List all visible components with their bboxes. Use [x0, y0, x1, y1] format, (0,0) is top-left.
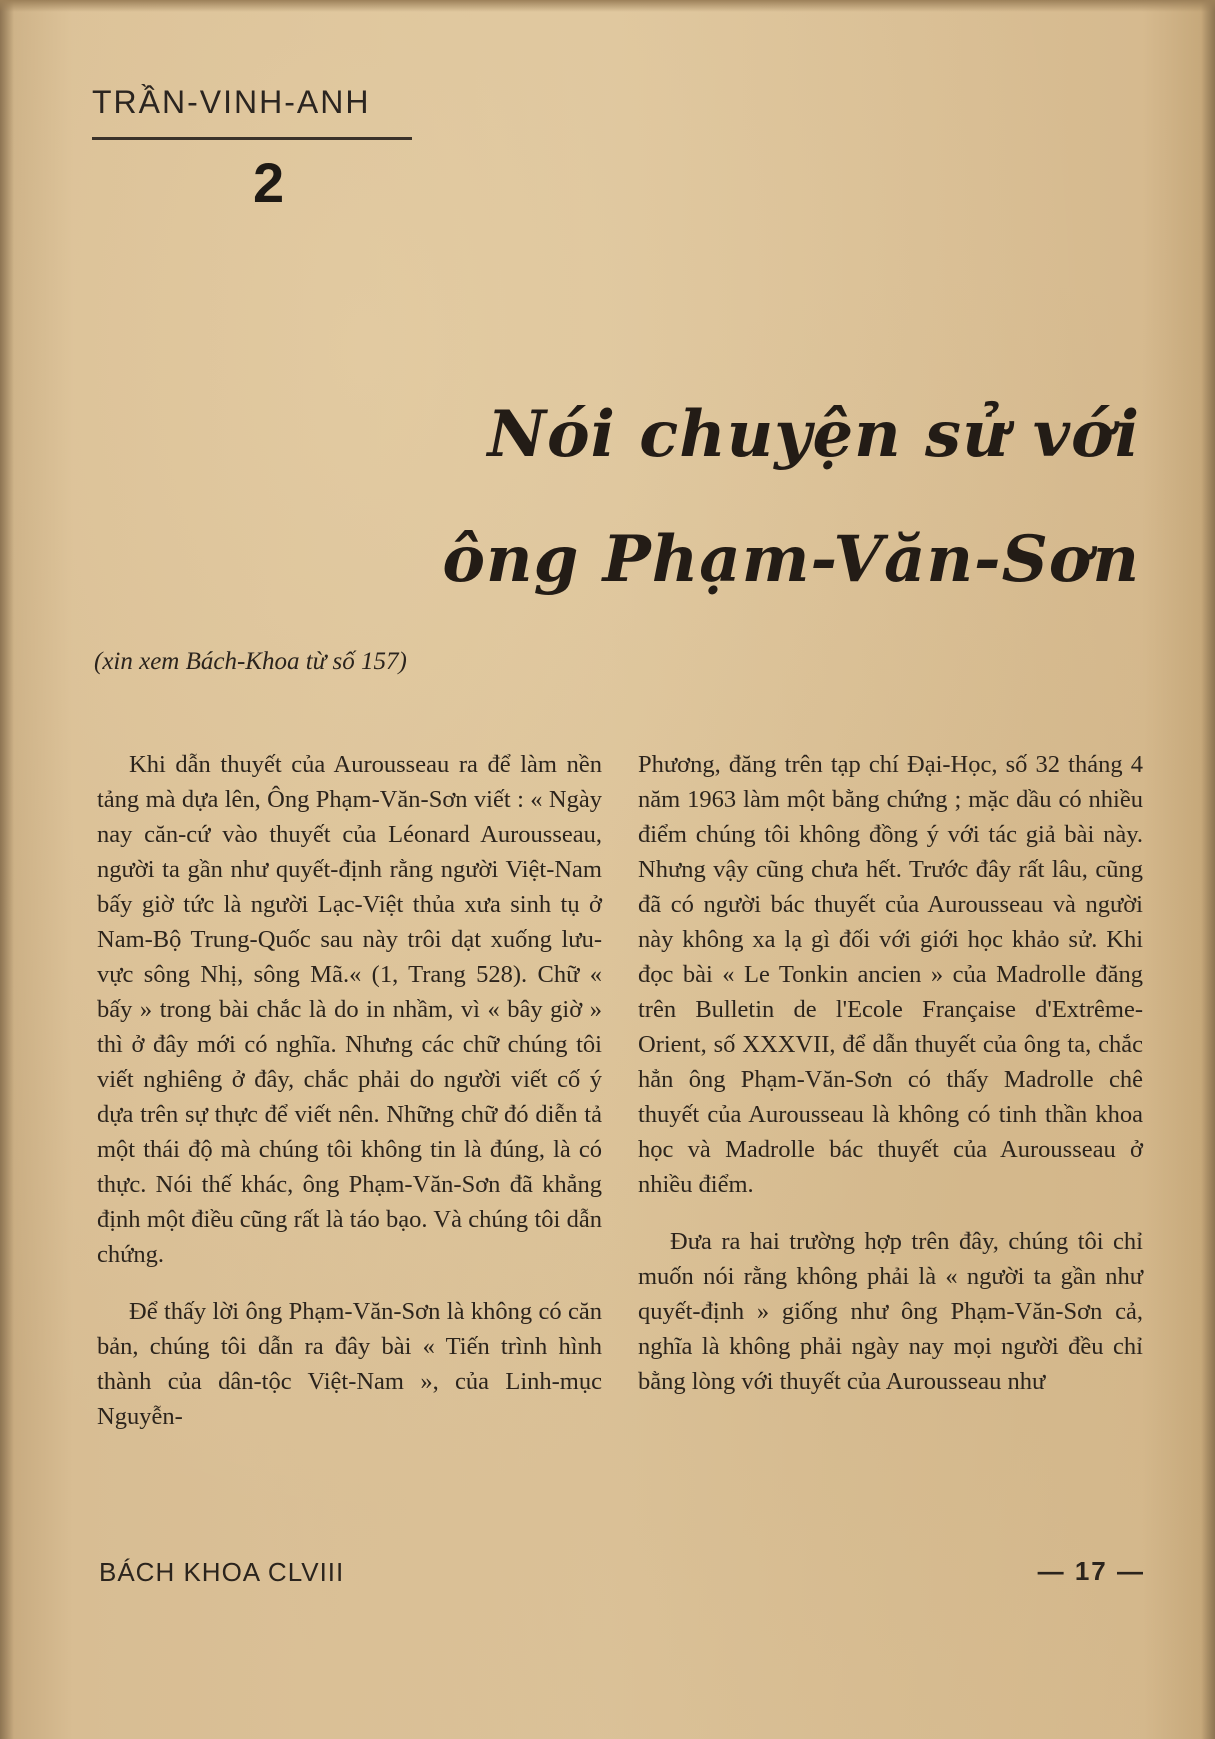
author-underline: [92, 137, 412, 140]
article-title-line-1: Nói chuyện sử với: [487, 397, 1140, 472]
paragraph: Đưa ra hai trường hợp trên đây, chúng tôi chỉ muốn nói rằng không phải là « người ta gần như quyết-định » giống như ông Phạm-Văn-Sơn cả, nghĩa là không phải ngày nay mọi người đều chỉ bằng lòng với thuyết của Aurousseau như: [638, 1228, 1143, 1395]
publication-footer: BÁCH KHOA CLVIII: [99, 1557, 345, 1587]
paper-edge-top: [0, 0, 1215, 12]
article-title-line-2: ông Phạm-Văn-Sơn: [442, 522, 1140, 597]
body-column-right: [638, 747, 1143, 1421]
part-number: 2: [253, 151, 285, 214]
page-number: — 17 —: [1037, 1556, 1145, 1586]
paragraph: Khi dẫn thuyết của Aurousseau ra để làm nền tảng mà dựa lên, Ông Phạm-Văn-Sơn viết : « Ngày nay căn-cứ vào thuyết của Léonard Aurousseau, người ta gần như quyết-định rằng người Việt-Nam bấy giờ tức là người Lạc-Việt thủa xưa sinh tụ ở Nam-Bộ Trung-Quốc sau này trôi dạt xuống lưu-vực sông Nhị, sông Mã.« (1, Trang 528). Chữ « bấy » trong bài chắc là do in nhầm, vì « bây giờ » thì ở đây mới có nghĩa. Nhưng các chữ chúng tôi viết nghiêng ở đây, chắc phải do người viết cố ý dựa trên sự thực để viết nên. Những chữ đó diễn tả một thái độ mà chúng tôi không tin là đúng, là có thực. Nói thế khác, ông Phạm-Văn-Sơn đã khẳng định một điều cũng rất là táo bạo. Và chúng tôi dẫn chứng.: [97, 751, 602, 1268]
author-name: TRẦN-VINH-ANH: [92, 84, 371, 120]
series-note: (xin xem Bách-Khoa từ số 157): [94, 648, 407, 675]
paragraph: Để thấy lời ông Phạm-Văn-Sơn là không có căn bản, chúng tôi dẫn ra đây bài « Tiến trình hình thành của dân-tộc Việt-Nam », của Linh-mục Nguyễn-: [97, 1298, 602, 1430]
paper-edge-left: [0, 0, 14, 1739]
paragraph: Phương, đăng trên tạp chí Đại-Học, số 32 tháng 4 năm 1963 làm một bằng chứng ; mặc dầu có nhiều điểm chúng tôi không đồng ý với tác giả bài này. Nhưng vậy cũng chưa hết. Trước đây rất lâu, cũng đã có người bác thuyết của Aurousseau và người này không xa lạ gì đối với giới học khảo sử. Khi đọc bài « Le Tonkin ancien » của Madrolle đăng trên Bulletin de l'Ecole Française d'Extrême-Orient, số XXXVII, để dẫn thuyết của ông ta, chắc hẳn ông Phạm-Văn-Sơn có thấy Madrolle chê thuyết của Aurousseau là không có tinh thần khoa học và Madrolle bác thuyết của Aurousseau ở nhiều điểm.: [638, 751, 1143, 1198]
body-column-left: [97, 747, 602, 1456]
paper-edge-right: [1201, 0, 1215, 1739]
